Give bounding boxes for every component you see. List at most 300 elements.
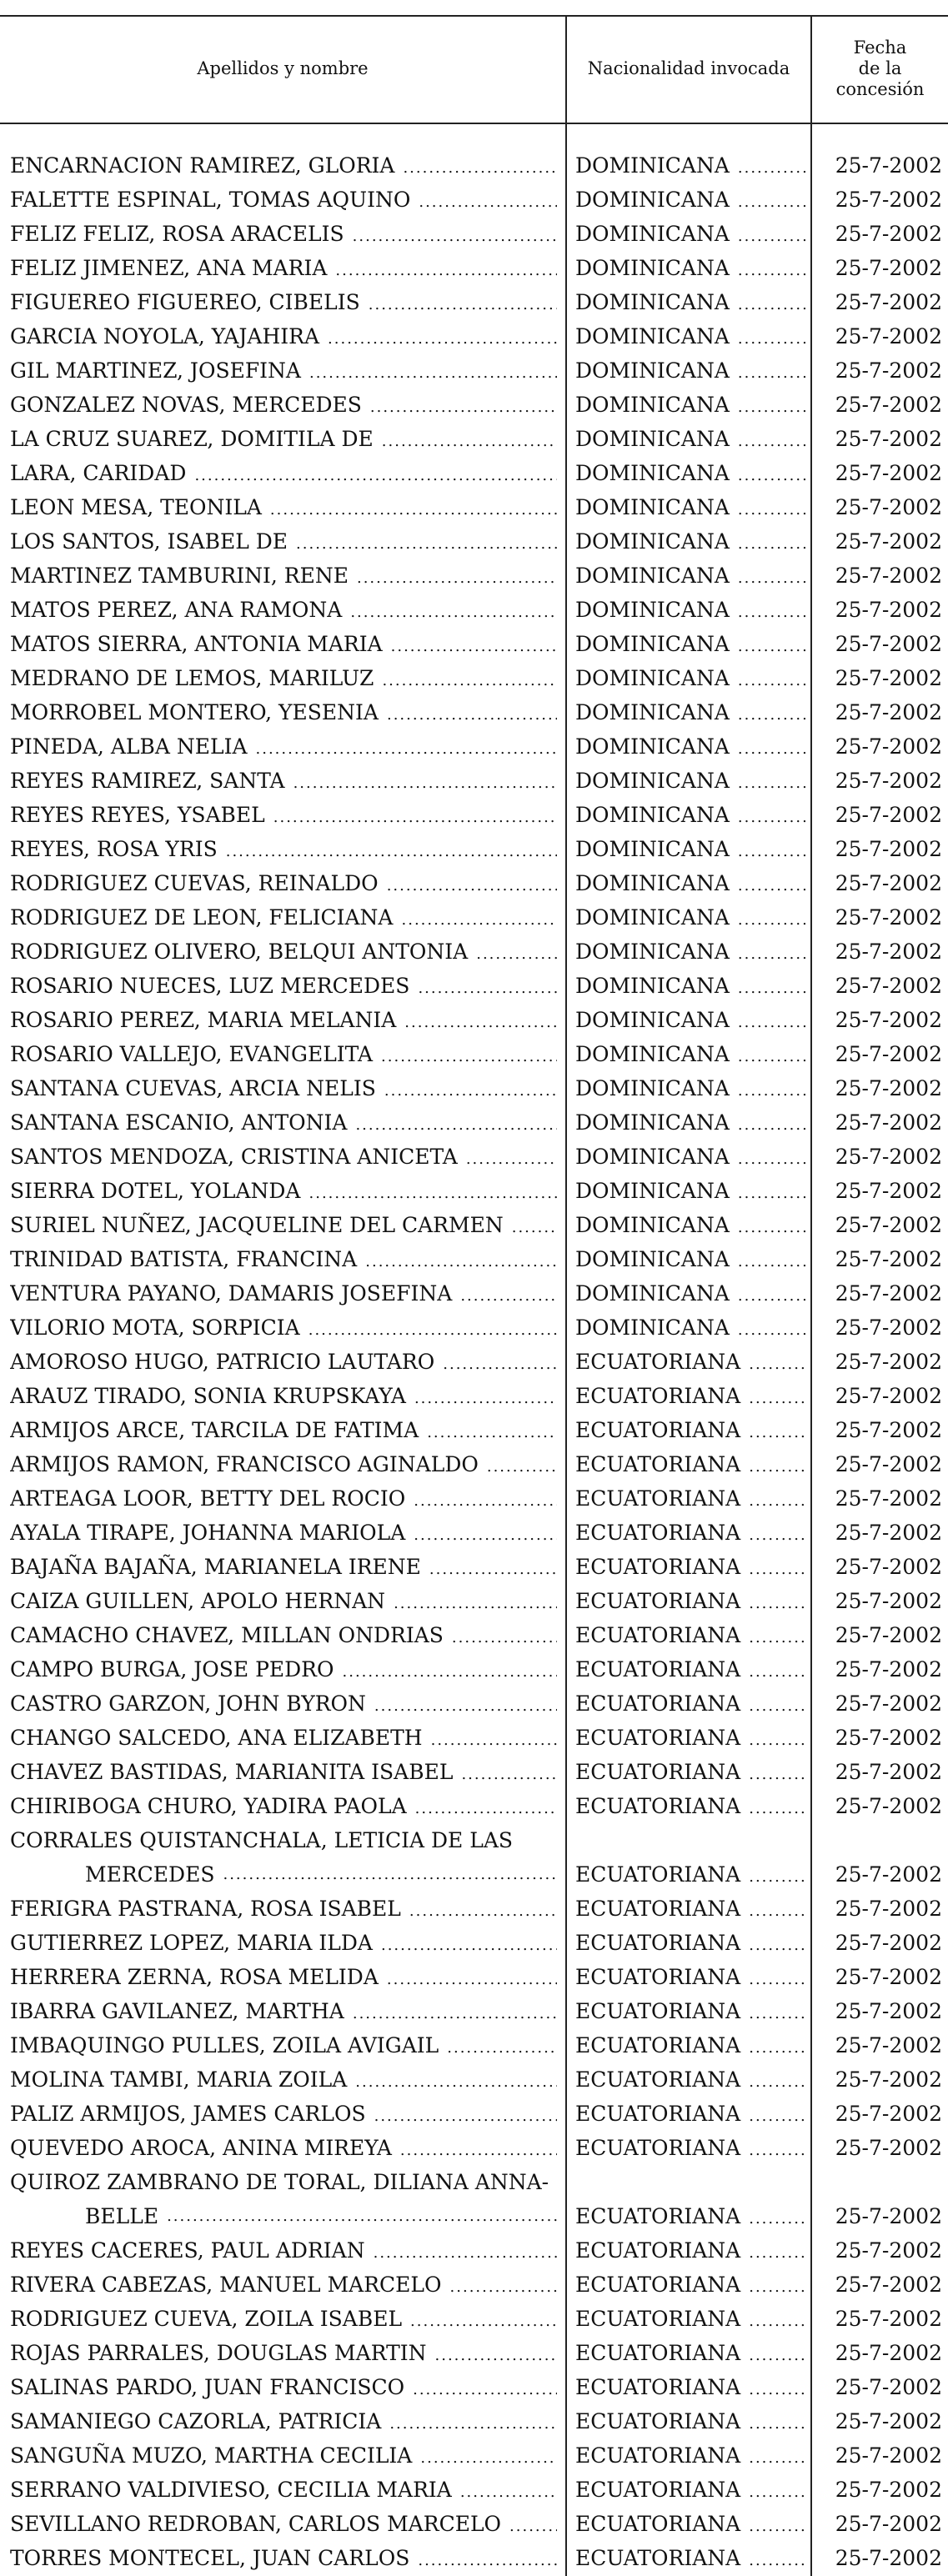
row-date-cell: 25-7-2002 xyxy=(835,1418,942,1442)
row-nationality-text: ECUATORIANA xyxy=(575,1350,741,1374)
row-nationality-text: DOMINICANA xyxy=(575,1076,730,1100)
row-nationality-cell xyxy=(575,1892,805,1926)
row-nationality-text: DOMINICANA xyxy=(575,871,730,895)
leader-dots xyxy=(308,1313,557,1345)
leader-dots xyxy=(293,766,557,798)
row-date-cell: 25-7-2002 xyxy=(835,2341,942,2365)
row-date-cell: 25-7-2002 xyxy=(835,803,942,827)
row-nationality-cell xyxy=(575,1071,805,1105)
row-name-cell xyxy=(10,2541,557,2575)
leader-dots xyxy=(309,356,557,388)
leader-dots xyxy=(387,869,557,900)
leader-dots xyxy=(749,2338,805,2370)
table-row xyxy=(0,2404,948,2438)
row-date-cell: 25-7-2002 xyxy=(835,153,942,178)
row-nationality-text: DOMINICANA xyxy=(575,598,730,622)
leader-dots xyxy=(738,937,805,969)
leader-dots xyxy=(389,2407,557,2438)
row-date-cell: 25-7-2002 xyxy=(835,1931,942,1955)
leader-dots xyxy=(749,2509,805,2541)
row-date-cell: 25-7-2002 xyxy=(835,2033,942,2057)
row-name-text: ROJAS PARRALES, DOUGLAS MARTIN xyxy=(10,2341,427,2365)
row-nationality-text: DOMINICANA xyxy=(575,700,730,724)
row-name-text: LEON MESA, TEONILA xyxy=(10,495,262,519)
row-name-text: ROSARIO VALLEJO, EVANGELITA xyxy=(10,1042,374,1066)
table-row xyxy=(0,1481,948,1516)
leader-dots xyxy=(353,1997,557,2028)
row-nationality-text: DOMINICANA xyxy=(575,153,730,178)
row-nationality-text: ECUATORIANA xyxy=(575,2067,741,2092)
row-nationality-text: ECUATORIANA xyxy=(575,2409,741,2433)
row-name-cell xyxy=(10,764,557,798)
leader-dots xyxy=(738,288,805,319)
row-name-cell xyxy=(10,2336,557,2370)
row-name-cell xyxy=(10,183,557,217)
table-row xyxy=(0,353,948,388)
row-name-cell xyxy=(10,1140,557,1174)
leader-dots xyxy=(738,1313,805,1345)
leader-dots xyxy=(738,1142,805,1174)
table-row xyxy=(0,1892,948,1926)
row-nationality-cell xyxy=(575,1960,805,1994)
row-nationality-cell xyxy=(575,798,805,832)
row-nationality-cell xyxy=(575,1003,805,1037)
table-row xyxy=(0,2233,948,2268)
leader-dots xyxy=(738,1210,805,1242)
row-name-cell xyxy=(10,2473,557,2507)
row-nationality-cell xyxy=(575,661,805,695)
leader-dots xyxy=(749,1450,805,1481)
row-nationality-cell xyxy=(575,1140,805,1174)
row-name-cell xyxy=(10,1618,557,1652)
row-nationality-cell xyxy=(575,2268,805,2302)
row-nationality-cell xyxy=(575,1652,805,1686)
leader-dots xyxy=(749,1381,805,1413)
leader-dots xyxy=(738,527,805,559)
table-row xyxy=(0,969,948,1003)
row-nationality-cell xyxy=(575,2541,805,2575)
row-nationality-text: ECUATORIANA xyxy=(575,1999,741,2023)
leader-dots xyxy=(382,664,557,695)
table-row xyxy=(0,2336,948,2370)
row-date-cell: 25-7-2002 xyxy=(835,256,942,280)
leader-dots xyxy=(431,1723,557,1755)
row-nationality-cell xyxy=(575,1208,805,1242)
row-date-cell: 25-7-2002 xyxy=(835,461,942,485)
row-name-cell xyxy=(10,2370,557,2404)
row-nationality-text: DOMINICANA xyxy=(575,1110,730,1135)
table-row xyxy=(0,695,948,729)
row-name-text: LA CRUZ SUAREZ, DOMITILA DE xyxy=(10,427,374,451)
row-nationality-cell xyxy=(575,1037,805,1071)
leader-dots xyxy=(394,1586,557,1618)
table-row xyxy=(0,2131,948,2165)
row-nationality-cell xyxy=(575,1618,805,1652)
leader-dots xyxy=(738,356,805,388)
row-name-text: GARCIA NOYOLA, YAJAHIRA xyxy=(10,324,320,348)
row-nationality-cell xyxy=(575,1686,805,1721)
row-name-cell xyxy=(10,1379,557,1413)
leader-dots xyxy=(273,800,557,832)
row-name-text: ROSARIO PEREZ, MARIA MELANIA xyxy=(10,1008,397,1032)
leader-dots xyxy=(749,1586,805,1618)
row-nationality-cell xyxy=(575,935,805,969)
row-nationality-text: DOMINICANA xyxy=(575,1042,730,1066)
leader-dots xyxy=(749,2407,805,2438)
table-row xyxy=(0,1037,948,1071)
row-name-cell xyxy=(10,729,557,764)
row-name-text: FERIGRA PASTRANA, ROSA ISABEL xyxy=(10,1897,401,1921)
leader-dots xyxy=(420,2441,557,2473)
row-name-text: CHAVEZ BASTIDAS, MARIANITA ISABEL xyxy=(10,1760,454,1784)
row-name-text: CHIRIBOGA CHURO, YADIRA PAOLA xyxy=(10,1794,407,1818)
table-row xyxy=(0,2541,948,2575)
leader-dots xyxy=(749,1655,805,1686)
row-name-cell xyxy=(10,524,557,559)
leader-dots xyxy=(749,2099,805,2131)
row-nationality-text: DOMINICANA xyxy=(575,290,730,314)
row-date-cell: 25-7-2002 xyxy=(835,1555,942,1579)
row-nationality-cell xyxy=(575,2507,805,2541)
row-name-cell xyxy=(10,2028,557,2062)
column-header-name: Apellidos y nombre xyxy=(197,58,369,78)
leader-dots xyxy=(370,390,557,422)
table-row xyxy=(0,1686,948,1721)
row-name-cell xyxy=(10,661,557,695)
leader-dots xyxy=(427,1416,557,1447)
row-date-cell: 25-7-2002 xyxy=(835,1862,942,1887)
row-nationality-cell xyxy=(575,2028,805,2062)
row-name-cell xyxy=(10,1892,557,1926)
row-date-cell: 25-7-2002 xyxy=(835,2238,942,2263)
table-row xyxy=(0,1823,948,1892)
leader-dots xyxy=(400,2133,557,2165)
row-name-text: BAJAÑA BAJAÑA, MARIANELA IRENE xyxy=(10,1555,421,1579)
row-nationality-text: DOMINICANA xyxy=(575,940,730,964)
row-date-cell: 25-7-2002 xyxy=(835,1384,942,1408)
row-nationality-cell xyxy=(575,2097,805,2131)
row-name-text: GONZALEZ NOVAS, MERCEDES xyxy=(10,393,362,417)
row-nationality-text: DOMINICANA xyxy=(575,461,730,485)
leader-dots xyxy=(749,1689,805,1721)
row-date-cell: 25-7-2002 xyxy=(835,2204,942,2228)
row-date-cell: 25-7-2002 xyxy=(835,495,942,519)
leader-dots xyxy=(749,2031,805,2062)
row-name-cell xyxy=(10,1345,557,1379)
row-date-cell: 25-7-2002 xyxy=(835,1486,942,1511)
row-name-cell xyxy=(10,353,557,388)
row-date-cell: 25-7-2002 xyxy=(835,769,942,793)
row-date-cell: 25-7-2002 xyxy=(835,632,942,656)
row-name-cell xyxy=(10,2268,557,2302)
table-row xyxy=(0,1105,948,1140)
row-nationality-text: ECUATORIANA xyxy=(575,1418,741,1442)
row-name-text: SANGUÑA MUZO, MARTHA CECILIA xyxy=(10,2443,413,2468)
row-name-text: REYES RAMIREZ, SANTA xyxy=(10,769,285,793)
row-date-cell: 25-7-2002 xyxy=(835,734,942,759)
row-name-cell xyxy=(10,1789,557,1823)
leader-dots xyxy=(738,561,805,593)
row-nationality-cell xyxy=(575,2062,805,2097)
leader-dots xyxy=(461,1757,557,1789)
table-row xyxy=(0,1755,948,1789)
row-name-line2-wrap xyxy=(10,1857,557,1892)
leader-dots xyxy=(738,903,805,935)
leader-dots xyxy=(738,1074,805,1105)
row-name-cell xyxy=(10,285,557,319)
leader-dots xyxy=(447,2031,557,2062)
row-name-cell xyxy=(10,1550,557,1584)
row-nationality-cell xyxy=(575,900,805,935)
leader-dots xyxy=(452,1621,557,1652)
table-row xyxy=(0,798,948,832)
leader-dots xyxy=(749,1860,805,1892)
row-name-text: MEDRANO DE LEMOS, MARILUZ xyxy=(10,666,374,690)
row-nationality-text: ECUATORIANA xyxy=(575,1691,741,1716)
row-nationality-text: DOMINICANA xyxy=(575,1281,730,1306)
row-name-cell xyxy=(10,319,557,353)
leader-dots xyxy=(749,1792,805,1823)
table-row xyxy=(0,2507,948,2541)
row-name-text: VILORIO MOTA, SORPICIA xyxy=(10,1316,300,1340)
row-nationality-cell xyxy=(575,1379,805,1413)
table-row xyxy=(0,559,948,593)
row-nationality-cell xyxy=(575,695,805,729)
row-name-cell xyxy=(10,1823,557,1892)
row-name-line2-wrap xyxy=(10,2199,557,2233)
row-nationality-cell xyxy=(575,1516,805,1550)
leader-dots xyxy=(749,1928,805,1960)
row-nationality-cell xyxy=(575,969,805,1003)
row-name-text: ROSARIO NUECES, LUZ MERCEDES xyxy=(10,974,410,998)
row-nationality-cell xyxy=(575,2233,805,2268)
row-name-text: CHANGO SALCEDO, ANA ELIZABETH xyxy=(10,1726,423,1750)
row-name-text: VENTURA PAYANO, DAMARIS JOSEFINA xyxy=(10,1281,453,1306)
leader-dots xyxy=(749,2543,805,2575)
row-name-cell xyxy=(10,1481,557,1516)
table-row xyxy=(0,627,948,661)
row-nationality-text: DOMINICANA xyxy=(575,769,730,793)
row-name-text: HERRERA ZERNA, ROSA MELIDA xyxy=(10,1965,379,1989)
row-name-cell xyxy=(10,1755,557,1789)
row-nationality-text: DOMINICANA xyxy=(575,974,730,998)
leader-dots xyxy=(418,2543,557,2575)
row-nationality-text: ECUATORIANA xyxy=(575,2341,741,2365)
row-nationality-cell xyxy=(575,2473,805,2507)
leader-dots xyxy=(738,595,805,627)
row-nationality-text: ECUATORIANA xyxy=(575,1452,741,1476)
leader-dots xyxy=(487,1450,557,1481)
table-row xyxy=(0,2370,948,2404)
row-nationality-text: DOMINICANA xyxy=(575,358,730,383)
row-name-cell xyxy=(10,1174,557,1208)
row-date-cell: 25-7-2002 xyxy=(835,700,942,724)
row-nationality-text: ECUATORIANA xyxy=(575,2478,741,2502)
row-name-cell xyxy=(10,593,557,627)
row-date-cell: 25-7-2002 xyxy=(835,1521,942,1545)
row-name-cell xyxy=(10,1686,557,1721)
row-date-cell: 25-7-2002 xyxy=(835,837,942,861)
row-nationality-text: DOMINICANA xyxy=(575,666,730,690)
row-nationality-text: DOMINICANA xyxy=(575,393,730,417)
row-nationality-cell xyxy=(575,1755,805,1789)
row-name-text: TORRES MONTECEL, JUAN CARLOS xyxy=(10,2546,410,2570)
row-name-text: PINEDA, ALBA NELIA xyxy=(10,734,248,759)
leader-dots xyxy=(309,1176,558,1208)
leader-dots xyxy=(328,322,557,353)
leader-dots xyxy=(443,1347,557,1379)
leader-dots xyxy=(738,151,805,183)
leader-dots xyxy=(223,1857,557,1892)
row-date-cell: 25-7-2002 xyxy=(835,1213,942,1237)
table-row xyxy=(0,1550,948,1584)
table-row xyxy=(0,2028,948,2062)
table-header-rule xyxy=(0,123,948,124)
table-row xyxy=(0,2097,948,2131)
table-row xyxy=(0,319,948,353)
leader-dots xyxy=(749,2475,805,2507)
row-nationality-text: ECUATORIANA xyxy=(575,1965,741,1989)
row-name-text: AYALA TIRAPE, JOHANNA MARIOLA xyxy=(10,1521,406,1545)
leader-dots xyxy=(749,1757,805,1789)
leader-dots xyxy=(738,253,805,285)
table-row xyxy=(0,866,948,900)
row-nationality-cell xyxy=(575,1550,805,1584)
row-name-text: FIGUEREO FIGUEREO, CIBELIS xyxy=(10,290,360,314)
leader-dots xyxy=(738,834,805,866)
row-nationality-text: DOMINICANA xyxy=(575,564,730,588)
row-nationality-cell xyxy=(575,1721,805,1755)
row-date-cell: 25-7-2002 xyxy=(835,1691,942,1716)
row-date-cell: 25-7-2002 xyxy=(835,940,942,964)
row-date-cell: 25-7-2002 xyxy=(835,188,942,212)
row-date-cell: 25-7-2002 xyxy=(835,598,942,622)
leader-dots xyxy=(749,2236,805,2268)
row-name-text: SANTOS MENDOZA, CRISTINA ANICETA xyxy=(10,1145,458,1169)
row-date-cell: 25-7-2002 xyxy=(835,1042,942,1066)
leader-dots xyxy=(738,1108,805,1140)
leader-dots xyxy=(738,1005,805,1037)
column-header-nationality: Nacionalidad invocada xyxy=(587,58,790,78)
leader-dots xyxy=(749,1723,805,1755)
row-nationality-cell xyxy=(575,764,805,798)
row-date-cell: 25-7-2002 xyxy=(835,1657,942,1681)
table-row xyxy=(0,524,948,559)
row-name-cell xyxy=(10,900,557,935)
leader-dots xyxy=(167,2199,557,2233)
row-nationality-text: ECUATORIANA xyxy=(575,2512,741,2536)
row-name-text: QUEVEDO AROCA, ANINA MIREYA xyxy=(10,2136,392,2160)
row-name-cell xyxy=(10,1071,557,1105)
leader-dots xyxy=(749,1416,805,1447)
leader-dots xyxy=(749,1347,805,1379)
row-date-cell: 25-7-2002 xyxy=(835,324,942,348)
row-date-cell: 25-7-2002 xyxy=(835,222,942,246)
leader-dots xyxy=(415,1792,557,1823)
row-name-cell xyxy=(10,148,557,183)
row-nationality-cell xyxy=(575,2302,805,2336)
row-nationality-cell xyxy=(575,2404,805,2438)
row-date-cell: 25-7-2002 xyxy=(835,2546,942,2570)
leader-dots xyxy=(419,185,557,217)
row-date-cell: 25-7-2002 xyxy=(835,529,942,554)
table-row xyxy=(0,456,948,490)
leader-dots xyxy=(749,2202,805,2233)
leader-dots xyxy=(749,2373,805,2404)
row-name-cell xyxy=(10,1584,557,1618)
leader-dots xyxy=(435,2338,558,2370)
row-nationality-text: ECUATORIANA xyxy=(575,2546,741,2570)
row-nationality-text: DOMINICANA xyxy=(575,1145,730,1169)
leader-dots xyxy=(749,1997,805,2028)
leader-dots xyxy=(738,1279,805,1311)
leader-dots xyxy=(418,971,557,1003)
row-name-text: IMBAQUINGO PULLES, ZOILA AVIGAIL xyxy=(10,2033,439,2057)
row-nationality-cell xyxy=(575,1857,805,1892)
row-nationality-text: ECUATORIANA xyxy=(575,1623,741,1647)
row-nationality-cell xyxy=(575,388,805,422)
leader-dots xyxy=(450,2270,557,2302)
row-name-cell xyxy=(10,1652,557,1686)
leader-dots xyxy=(738,185,805,217)
table-row xyxy=(0,2473,948,2507)
leader-dots xyxy=(738,732,805,764)
row-date-cell: 25-7-2002 xyxy=(835,1623,942,1647)
leader-dots xyxy=(738,424,805,456)
table-row xyxy=(0,1584,948,1618)
leader-dots xyxy=(738,322,805,353)
row-name-text: FELIZ JIMENEZ, ANA MARIA xyxy=(10,256,328,280)
row-nationality-cell xyxy=(575,1311,805,1345)
row-date-cell: 25-7-2002 xyxy=(835,358,942,383)
row-nationality-text: ECUATORIANA xyxy=(575,2443,741,2468)
row-name-text: GUTIERREZ LOPEZ, MARIA ILDA xyxy=(10,1931,373,1955)
row-date-cell: 25-7-2002 xyxy=(835,1999,942,2023)
table-row xyxy=(0,1926,948,1960)
leader-dots xyxy=(387,698,557,729)
table-row xyxy=(0,900,948,935)
row-nationality-text: DOMINICANA xyxy=(575,529,730,554)
row-nationality-text: DOMINICANA xyxy=(575,1247,730,1271)
row-date-cell: 25-7-2002 xyxy=(835,290,942,314)
leader-dots xyxy=(402,903,558,935)
leader-dots xyxy=(414,1381,557,1413)
row-name-cell xyxy=(10,1037,557,1071)
row-nationality-cell xyxy=(575,2131,805,2165)
row-name-text: CAMACHO CHAVEZ, MILLAN ONDRIAS xyxy=(10,1623,444,1647)
row-date-cell: 25-7-2002 xyxy=(835,1589,942,1613)
row-name-text: SANTANA CUEVAS, ARCIA NELIS xyxy=(10,1076,376,1100)
row-name-text: RODRIGUEZ CUEVAS, REINALDO xyxy=(10,871,379,895)
row-nationality-text: DOMINICANA xyxy=(575,324,730,348)
row-nationality-cell xyxy=(575,183,805,217)
leader-dots xyxy=(749,2065,805,2097)
leader-dots xyxy=(749,1484,805,1516)
row-date-cell: 25-7-2002 xyxy=(835,974,942,998)
row-name-cell xyxy=(10,2302,557,2336)
leader-dots xyxy=(414,1484,557,1516)
row-name-text: MARTINEZ TAMBURINI, RENE xyxy=(10,564,349,588)
row-name-text: CAIZA GUILLEN, APOLO HERNAN xyxy=(10,1589,386,1613)
leader-dots xyxy=(749,2441,805,2473)
leader-dots xyxy=(738,459,805,490)
row-name-text: CASTRO GARZON, JOHN BYRON xyxy=(10,1691,366,1716)
row-nationality-cell xyxy=(575,2336,805,2370)
table-row xyxy=(0,832,948,866)
row-nationality-cell xyxy=(575,1481,805,1516)
row-name-cell xyxy=(10,1208,557,1242)
row-date-cell: 25-7-2002 xyxy=(835,1316,942,1340)
